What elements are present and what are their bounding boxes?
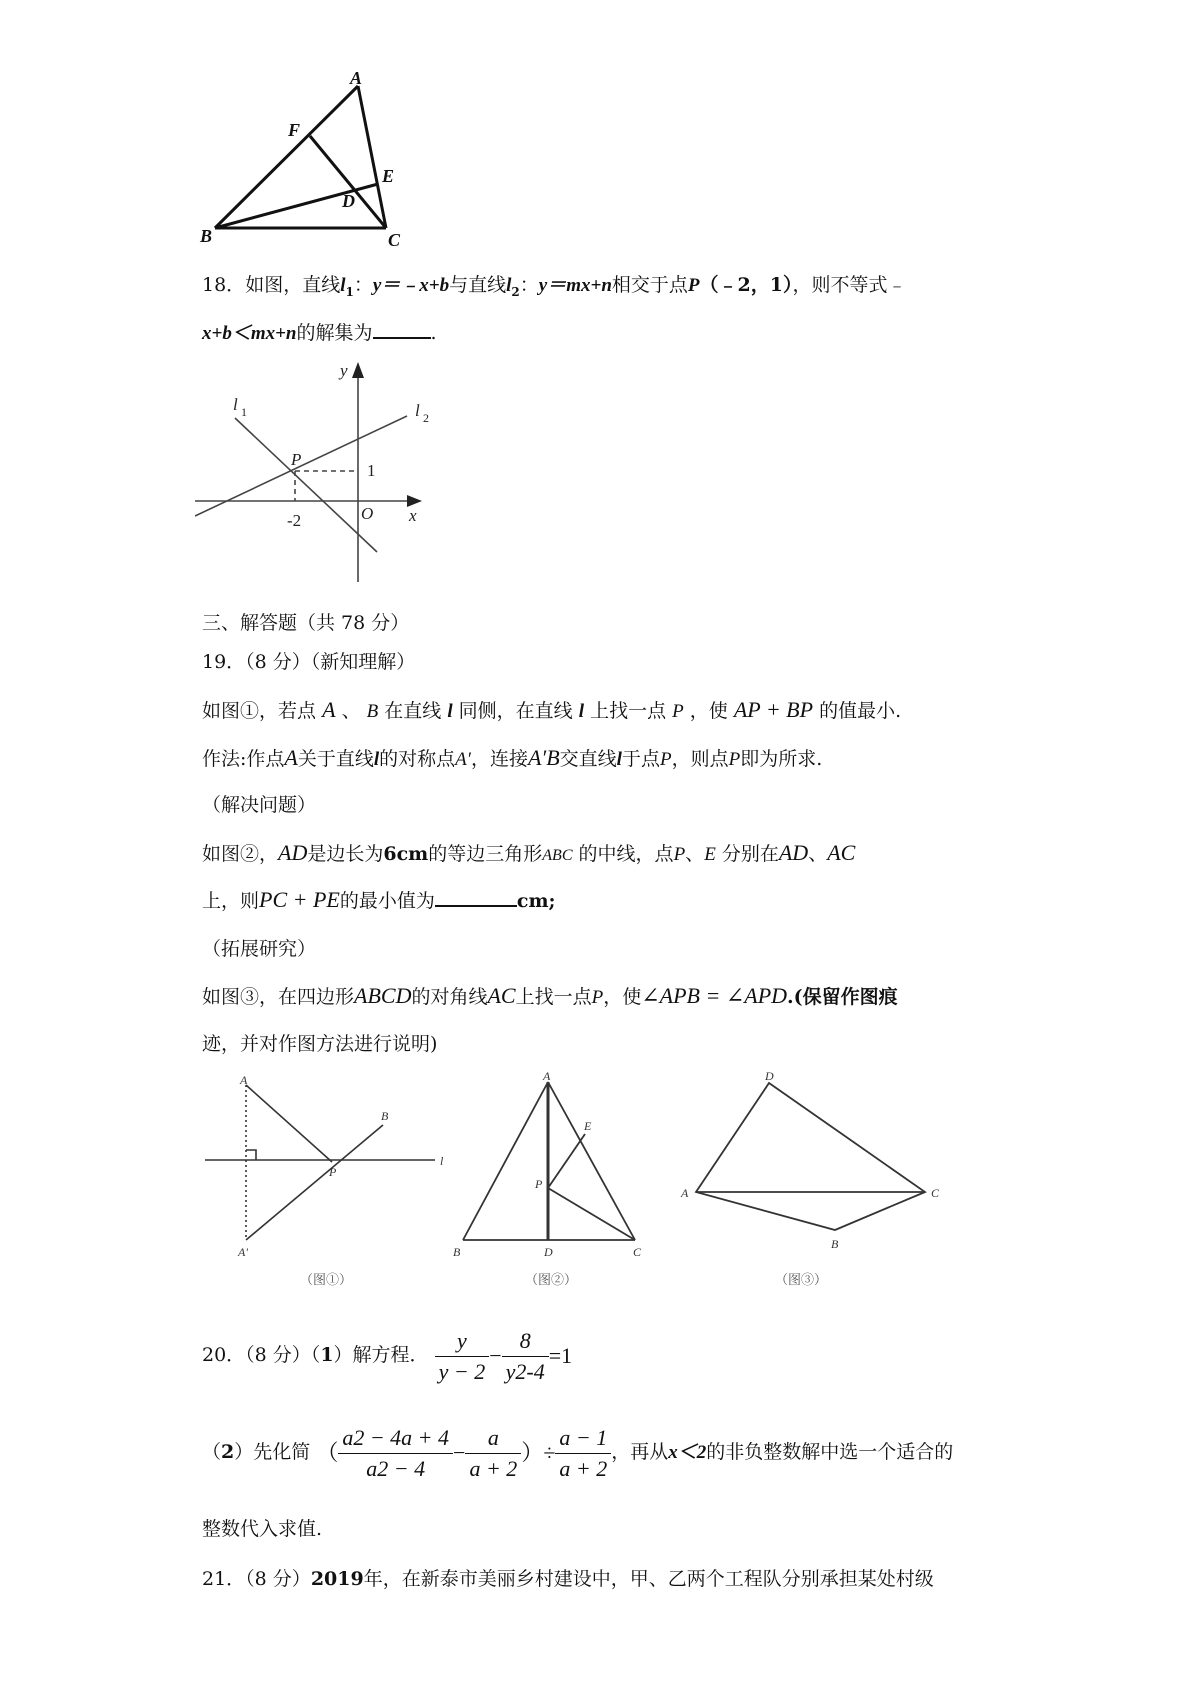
section-3-heading: 三、解答题（共 78 分） (202, 612, 410, 634)
segment-pe (548, 1134, 585, 1188)
label-d: D (342, 191, 355, 211)
y-axis-arrow (352, 362, 364, 378)
q19-subheading-solve: （解决问题） (202, 794, 317, 816)
label-c: C (388, 230, 401, 250)
quadrilateral-abcd (696, 1083, 925, 1230)
segment-pc (548, 1188, 635, 1240)
f3-label-a: A (681, 1186, 689, 1200)
f2-label-b: B (453, 1245, 461, 1259)
q19-line6: 迹，并对作图方法进行说明) (202, 1033, 438, 1055)
f1-label-a-prime: A' (238, 1245, 248, 1259)
line-l1 (235, 418, 377, 552)
q21-line1: 21．（8 分）2019年，在新泰市美丽乡村建设中，甲、乙两个工程队分别承担某处村级 (202, 1568, 934, 1590)
figures-q19 (195, 1070, 995, 1295)
fraction-8-over-y2-minus-4: $\frac{8}{y2-4}$ (502, 1326, 549, 1387)
f2-label-a: A (543, 1070, 551, 1083)
f1-label-p: P (329, 1165, 337, 1179)
answer-blank-q19 (435, 887, 517, 907)
q19-line3: 如图②，AD是边长为6cm的等边三角形ABC 的中线，点P、E 分别在AD、AC (202, 840, 856, 865)
segment-ap (246, 1085, 332, 1162)
fraction-y-over-y-minus-2: $\frac{y}{y - 2}$ (435, 1326, 490, 1387)
line-graph-q18 (195, 360, 435, 592)
figure-1 (205, 1085, 435, 1240)
triangle-figure-q17 (190, 70, 430, 250)
label-a: A (350, 70, 363, 88)
segment-fc (310, 136, 386, 228)
f2-label-p: P (535, 1177, 543, 1191)
f3-caption: （图③） (775, 1272, 828, 1287)
f2-caption: （图②） (525, 1272, 578, 1287)
q19-line2: 作法:作点A关于直线l的对称点A′，连接A′B交直线l于点P，则点P即为所求. (202, 745, 823, 770)
f1-label-b: B (381, 1109, 389, 1123)
f1-label-l: l (440, 1154, 444, 1168)
label-x: x (409, 506, 417, 525)
label-l2: l (415, 401, 420, 420)
answer-blank-q18 (373, 319, 431, 339)
label-p: P (291, 450, 302, 469)
label-f: F (288, 120, 301, 140)
q18-line1: 18．如图，直线$l_1$：y＝﹣x+b与直线$l_2$：y＝mx+n相交于点P（﹣2，1），则不等式﹣ (202, 274, 907, 299)
fraction-g2: $\frac{a}{a + 2}$ (465, 1423, 521, 1484)
f2-label-e: E (584, 1119, 592, 1133)
f2-label-d: D (544, 1245, 553, 1259)
segment-a-prime-b (246, 1125, 383, 1240)
side-ac (358, 86, 386, 228)
label-y: y (340, 361, 348, 380)
q19-heading: 19．（8 分）（新知理解） (202, 651, 416, 673)
label-origin: O (361, 504, 374, 523)
label-l1: l (233, 395, 238, 414)
q20-line3: 整数代入求值. (202, 1518, 323, 1540)
fraction-g1: $\frac{a2 - 4a + 4}{a2 - 4}$ (338, 1423, 453, 1484)
label-l2-sub: 2 (423, 411, 429, 425)
f3-label-b: B (831, 1237, 839, 1251)
q20-part2: （2）先化简 （ $\frac{a2 - 4a + 4}{a2 - 4}$ − $\frac{a}{a + 2}$ ）÷ $\frac{a - 1}{a + 2}$ ，再从x＜2的非负整数解中选一个适合的 (202, 1420, 953, 1484)
right-angle-mark (246, 1150, 256, 1160)
label-one: 1 (367, 461, 376, 480)
f3-label-d: D (765, 1070, 774, 1083)
f2-label-c: C (633, 1245, 642, 1259)
side-ab (463, 1082, 548, 1240)
q19-line4: 上，则PC + PE的最小值为 cm; (202, 887, 556, 912)
q19-line5: 如图③，在四边形ABCD的对角线AC上找一点P，使∠APB = ∠APD.(保留作图痕 (202, 983, 898, 1008)
q19-subheading-extend: （拓展研究） (202, 938, 317, 960)
figure-2 (463, 1082, 635, 1240)
side-ba (215, 86, 358, 228)
label-e: E (382, 166, 395, 186)
figure-3 (696, 1083, 925, 1230)
f1-caption: （图①） (300, 1272, 353, 1287)
f1-label-a: A (240, 1073, 248, 1087)
q19-line1: 如图①，若点 A 、 B 在直线 l 同侧，在直线 l 上找一点 P ，使 AP + BP 的值最小. (202, 697, 902, 722)
q20-part1: 20．（8 分）（1）解方程． $\frac{y}{y - 2}$ − $\frac{8}{y2-4}$ =1 (202, 1323, 572, 1387)
fraction-g3: $\frac{a - 1}{a + 2}$ (555, 1423, 611, 1484)
f3-label-c: C (931, 1186, 940, 1200)
label-l1-sub: 1 (241, 405, 247, 419)
side-ac (548, 1082, 635, 1240)
q18-line2: x+b＜mx+n的解集为 . (202, 319, 437, 348)
label-b: B (200, 226, 213, 246)
label-neg2: -2 (287, 511, 302, 530)
